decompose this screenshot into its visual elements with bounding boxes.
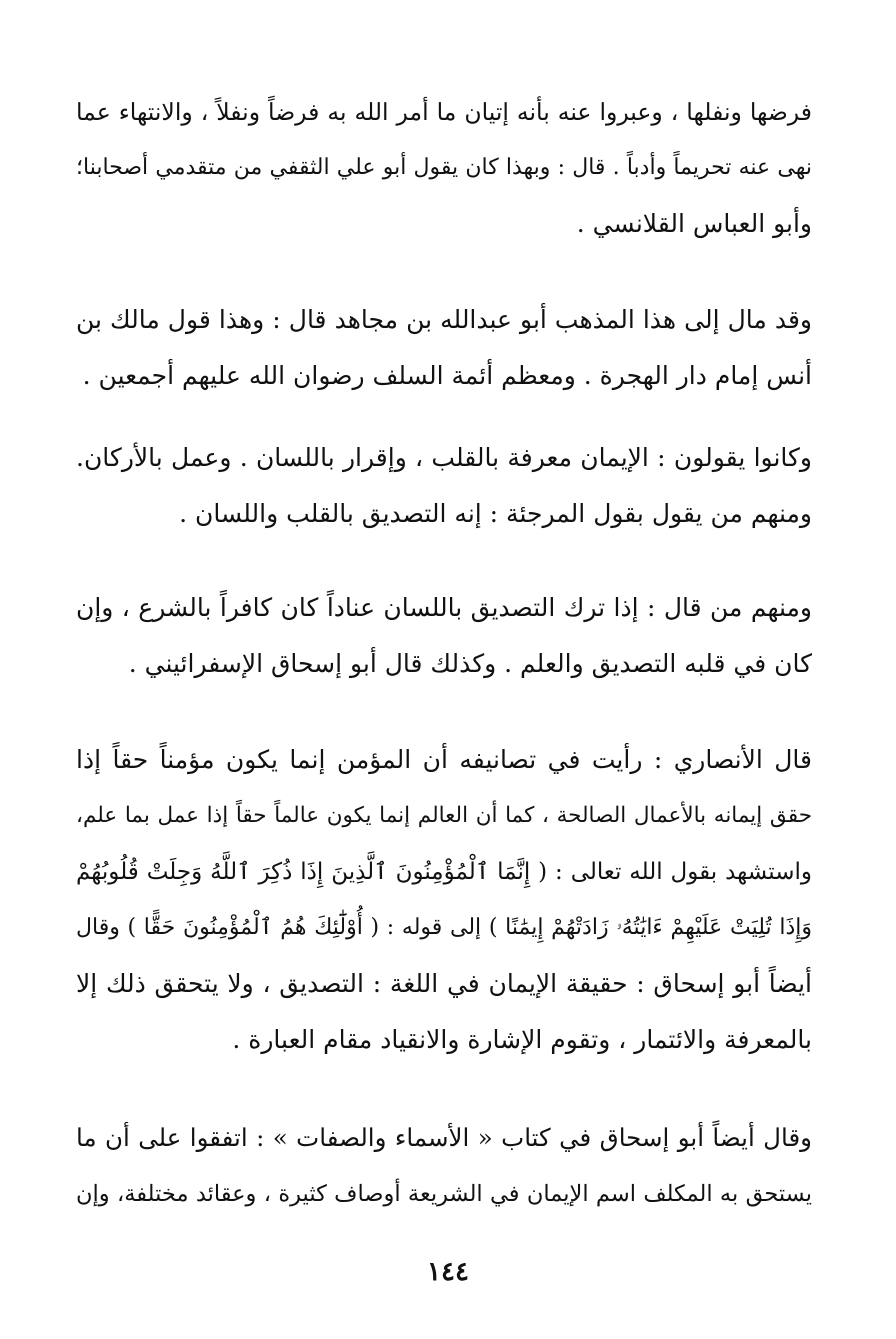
text-line: وقال أيضاً أبو إسحاق في كتاب « الأسماء والصفات » : اتفقوا على أن ما: [76, 1123, 812, 1152]
text-line: قال الأنصاري : رأيت في تصانيفه أن المؤمن إنما يكون مؤمناً حقاً إذا: [76, 745, 812, 774]
paragraph-6: [76, 1110, 812, 1222]
text-line: حقق إيمانه بالأعمال الصالحة ، كما أن العالم إنما يكون عالماً حقاً إذا عمل بما علم،: [76, 803, 812, 828]
paragraph-2: [76, 292, 812, 404]
text-line: ومنهم من قال : إذا ترك التصديق باللسان عناداً كان كافراً بالشرع ، وإن: [76, 593, 812, 622]
paragraph-1: [76, 84, 812, 252]
text-line: أيضاً أبو إسحاق : حقيقة الإيمان في اللغة : التصديق ، ولا يتحقق ذلك إلا: [76, 969, 812, 998]
text-line: يستحق به المكلف اسم الإيمان في الشريعة أوصاف كثيرة ، وعقائد مختلفة، وإن: [76, 1181, 812, 1207]
text-line: ومنهم من يقول بقول المرجئة : إنه التصديق بالقلب واللسان .: [179, 499, 812, 528]
text-line: أنس إمام دار الهجرة . ومعظم أئمة السلف رضوان الله عليهم أجمعين .: [82, 361, 812, 390]
text-line: بالمعرفة والائتمار ، وتقوم الإشارة والانقياد مقام العبارة .: [232, 1025, 812, 1054]
page-number: ١٤٤: [427, 1257, 469, 1287]
text-line: كان في قلبه التصديق والعلم . وكذلك قال أبو إسحاق الإسفرائيني .: [128, 649, 812, 678]
text-line: نهى عنه تحريماً وأدباً . قال : وبهذا كان يقول أبو علي الثقفي من متقدمي أصحابنا؛: [76, 155, 812, 180]
text-line: وقد مال إلى هذا المذهب أبو عبدالله بن مجاهد قال : وهذا قول مالك بن: [76, 305, 812, 334]
paragraph-4: [76, 580, 812, 692]
paragraph-5: [76, 732, 812, 1068]
quran-verse-line: واستشهد بقول الله تعالى : ( إِنَّمَا ٱلْمُؤْمِنُونَ ٱلَّذِينَ إِذَا ذُكِرَ ٱللَّهُ وَجِلَتْ قُلُوبُهُمْ: [76, 859, 812, 885]
text-line: وأبو العباس القلانسي .: [576, 209, 812, 238]
quran-verse-line: وَإِذَا تُلِيَتْ عَلَيْهِمْ ءَايَٰتُهُۥ زَادَتْهُمْ إِيمَٰنًا ) إلى قوله : ( أُوْلَٰٓئِكَ هُمُ ٱلْمُؤْمِنُونَ حَقًّا ) وقال: [76, 915, 812, 940]
paragraph-3: [76, 430, 812, 542]
text-line: فرضها ونفلها ، وعبروا عنه بأنه إتيان ما أمر الله به فرضاً ونفلاً ، والانتهاء عما: [76, 98, 812, 126]
text-line: وكانوا يقولون : الإيمان معرفة بالقلب ، وإقرار باللسان . وعمل بالأركان.: [76, 443, 812, 472]
